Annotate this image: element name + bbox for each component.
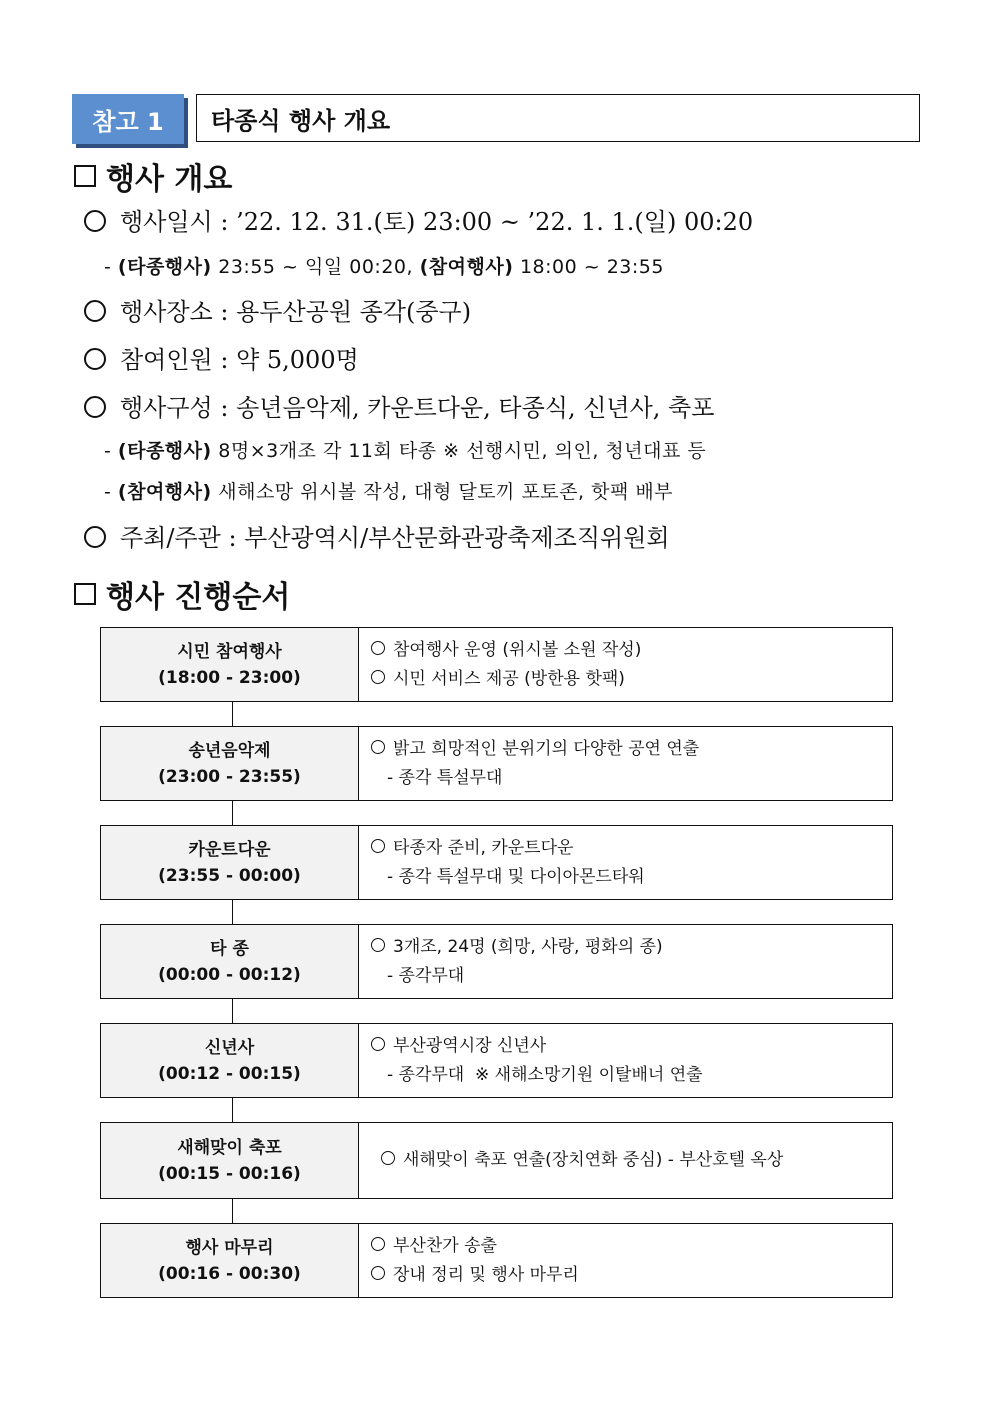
bell-event-detail: 8명×3개조 각 11회 타종 ※ 선행시민, 의인, 청년대표 등	[218, 440, 707, 462]
bell-event-label: (타종행사)	[117, 440, 212, 462]
flow-detail-line: 장내 정리 및 행사 마무리	[393, 1264, 579, 1285]
sub-item-bell: - (타종행사) 8명×3개조 각 11회 타종 ※ 선행시민, 의인, 청년대표 등	[104, 440, 707, 462]
circle-bullet-icon	[84, 210, 106, 232]
circle-bullet-icon	[84, 300, 106, 322]
reference-badge: 참고 1	[72, 94, 184, 144]
flow-detail-line: 시민 서비스 제공 (방한용 핫팩)	[393, 668, 625, 689]
participation-event-detail: 새해소망 위시볼 작성, 대형 달토끼 포토존, 핫팩 배부	[218, 481, 674, 503]
circle-bullet-icon	[371, 670, 385, 684]
section-overview-heading	[74, 154, 232, 198]
host-text: 주최/주관 : 부산광역시/부산문화관광축제조직위원회	[120, 524, 670, 552]
document-header	[72, 94, 922, 144]
flow-connector	[232, 1199, 233, 1223]
flow-step-detail	[358, 1023, 893, 1098]
flow-step-detail	[358, 627, 893, 702]
flow-step-label	[100, 627, 359, 702]
square-bullet-icon	[74, 583, 96, 605]
flow-step-name: 송년음악제	[188, 740, 271, 761]
item-date	[84, 202, 753, 237]
flow-step-time: (00:00 - 00:12)	[158, 964, 301, 985]
flow-detail-line: - 종각 특설무대 및 다이아몬드타워	[387, 866, 645, 887]
participation-event-time: 18:00 ~ 23:55	[519, 256, 664, 278]
sub-item-times: - (타종행사) 23:55 ~ 익일 00:20, (참여행사) 18:00 ~ 23:55	[104, 256, 664, 278]
flow-step-label	[100, 726, 359, 801]
square-bullet-icon	[74, 165, 96, 187]
flow-step-name: 행사 마무리	[185, 1237, 274, 1258]
circle-bullet-icon	[371, 1037, 385, 1051]
flow-detail-line: 새해맞이 축포 연출(장치연화 중심) - 부산호텔 옥상	[403, 1150, 784, 1170]
item-people	[84, 340, 359, 375]
flow-detail-line: 부산찬가 송출	[393, 1235, 497, 1256]
flow-step-detail	[358, 924, 893, 999]
circle-bullet-icon	[371, 740, 385, 754]
section-order-title: 행사 진행순서	[106, 580, 291, 615]
flow-step-detail	[358, 1223, 893, 1298]
circle-bullet-icon	[371, 1266, 385, 1280]
item-host	[84, 518, 670, 553]
flow-step-label	[100, 1223, 359, 1298]
bell-event-label: (타종행사)	[117, 256, 212, 278]
circle-bullet-icon	[371, 1237, 385, 1251]
circle-bullet-icon	[371, 839, 385, 853]
flow-step-name: 새해맞이 축포	[177, 1137, 282, 1158]
circle-bullet-icon	[84, 526, 106, 548]
document-title: 타종식 행사 개요	[196, 94, 920, 142]
item-composition	[84, 388, 714, 423]
flow-step-time: (23:55 - 00:00)	[158, 865, 301, 886]
flow-step-detail	[358, 825, 893, 900]
sub-item-participation: - (참여행사) 새해소망 위시볼 작성, 대형 달토끼 포토존, 핫팩 배부	[104, 481, 674, 503]
participation-event-label: (참여행사)	[419, 256, 514, 278]
flow-step-time: (18:00 - 23:00)	[158, 667, 301, 688]
flow-detail-line: 타종자 준비, 카운트다운	[393, 837, 574, 858]
flow-detail-line: 부산광역시장 신년사	[393, 1035, 547, 1056]
flow-connector	[232, 999, 233, 1023]
circle-bullet-icon	[84, 396, 106, 418]
flow-connector	[232, 1098, 233, 1122]
circle-bullet-icon	[371, 641, 385, 655]
flow-step-label	[100, 1122, 359, 1199]
flow-step-name: 신년사	[204, 1037, 255, 1058]
flow-step-name: 카운트다운	[188, 839, 271, 860]
flow-detail-line: 3개조, 24명 (희망, 사랑, 평화의 종)	[393, 936, 663, 957]
people-text: 참여인원 : 약 5,000명	[120, 346, 359, 374]
circle-bullet-icon	[371, 938, 385, 952]
flow-step-time: (00:16 - 00:30)	[158, 1263, 301, 1284]
place-text: 행사장소 : 용두산공원 종각(중구)	[120, 298, 472, 326]
flow-detail-line: - 종각무대 ※ 새해소망기원 이탈배너 연출	[387, 1064, 703, 1085]
flow-detail-line: - 종각 특설무대	[387, 767, 503, 788]
flow-detail-line: 참여행사 운영 (위시볼 소원 작성)	[393, 639, 642, 660]
section-overview-title: 행사 개요	[106, 162, 233, 197]
flow-step-time: (00:12 - 00:15)	[158, 1063, 301, 1084]
flow-step-name: 타 종	[210, 938, 249, 959]
flow-connector	[232, 900, 233, 924]
participation-event-label: (참여행사)	[117, 481, 212, 503]
flow-step-detail	[358, 1122, 893, 1199]
bell-event-time: 23:55 ~ 익일 00:20,	[218, 256, 414, 278]
flow-step-label	[100, 924, 359, 999]
circle-bullet-icon	[381, 1151, 395, 1165]
composition-text: 행사구성 : 송년음악제, 카운트다운, 타종식, 신년사, 축포	[120, 394, 715, 422]
flow-step-detail	[358, 726, 893, 801]
flow-step-time: (00:15 - 00:16)	[158, 1163, 301, 1184]
date-label: 행사일시 :	[120, 208, 229, 236]
flow-step-label	[100, 825, 359, 900]
item-place	[84, 292, 471, 327]
flow-step-name: 시민 참여행사	[177, 641, 282, 662]
flow-step-time: (23:00 - 23:55)	[158, 766, 301, 787]
flow-connector	[232, 702, 233, 726]
flow-detail-line: - 종각무대	[387, 965, 465, 986]
date-value: ’22. 12. 31.(토) 23:00 ~ ’22. 1. 1.(일) 00:20	[236, 208, 754, 236]
flow-connector	[232, 801, 233, 825]
flow-detail-line: 밝고 희망적인 분위기의 다양한 공연 연출	[393, 738, 700, 759]
circle-bullet-icon	[84, 348, 106, 370]
flow-step-label	[100, 1023, 359, 1098]
section-order-heading	[74, 572, 290, 616]
